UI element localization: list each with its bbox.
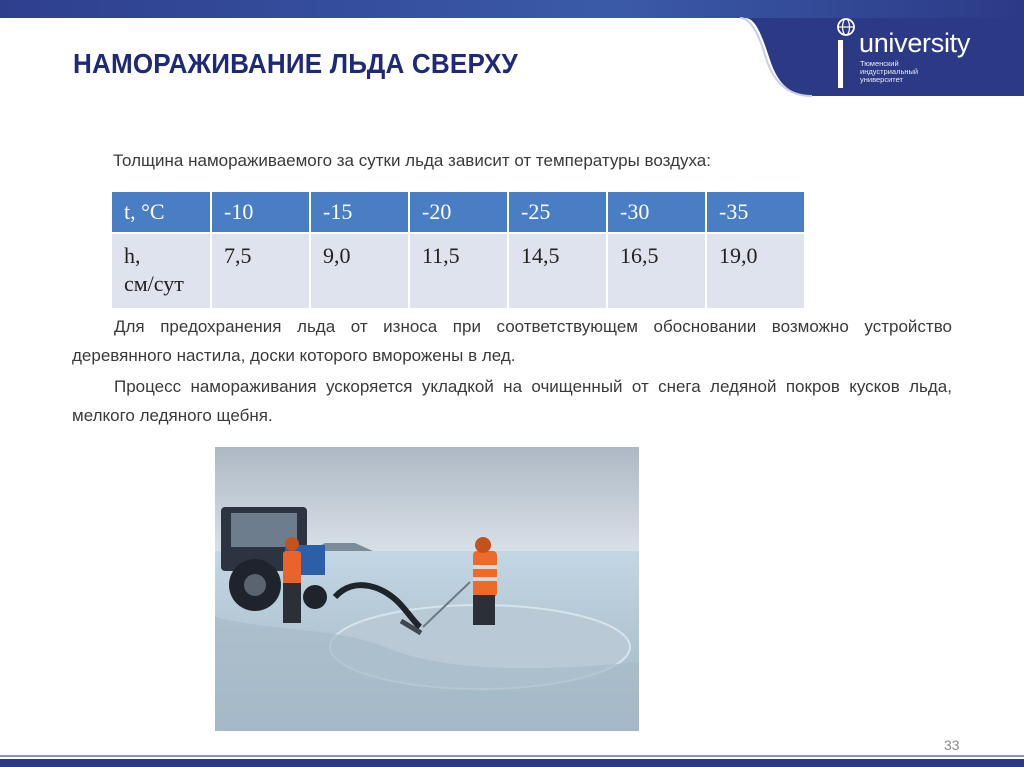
logo-subtitle (860, 60, 918, 84)
footer-accent-line (0, 755, 1024, 757)
footer-bar (0, 759, 1024, 767)
table-cell: 7,5 (211, 233, 310, 309)
table-cell: 16,5 (607, 233, 706, 309)
paragraph-wooden-deck: Для предохранения льда от износа при соответствующем обосновании возможно устройство деревянного настила, доски которого вморожены в лед. (72, 317, 952, 365)
paragraph-ice-pieces: Процесс намораживания ускоряется укладкой на очищенный от снега ледяной покров кусков льда, мелкого ледяного щебня. (72, 377, 952, 425)
table-cell: -25 (508, 191, 607, 233)
globe-icon (835, 16, 857, 38)
logo-subtitle-line: Тюменский (860, 59, 899, 68)
table-cell: -10 (211, 191, 310, 233)
table-cell: -35 (706, 191, 805, 233)
table-cell: 19,0 (706, 233, 805, 309)
university-logo (835, 18, 1005, 88)
row-label-line: см/сут (124, 271, 184, 296)
table-cell: 14,5 (508, 233, 607, 309)
ice-freezing-photo (215, 447, 639, 731)
page-number: 33 (944, 737, 960, 753)
table-cell: 11,5 (409, 233, 508, 309)
table-cell: -15 (310, 191, 409, 233)
table-row (111, 233, 805, 309)
logo-subtitle-line: индустриальный (860, 67, 919, 76)
table-cell: -30 (607, 191, 706, 233)
logo-wordmark: university (859, 28, 971, 58)
table-cell: -20 (409, 191, 508, 233)
table-header-label: t, °C (111, 191, 211, 233)
table-header-row (111, 191, 805, 233)
page-title: НАМОРАЖИВАНИЕ ЛЬДА СВЕРХУ (73, 48, 518, 79)
intro-text: Толщина намораживаемого за сутки льда зависит от температуры воздуха: (113, 151, 711, 170)
logo-subtitle-line: университет (860, 75, 903, 84)
table-row-label (111, 233, 211, 309)
row-label-line: h, (124, 243, 141, 268)
logo-bar (838, 40, 843, 88)
ice-thickness-table (110, 190, 806, 310)
table-cell: 9,0 (310, 233, 409, 309)
